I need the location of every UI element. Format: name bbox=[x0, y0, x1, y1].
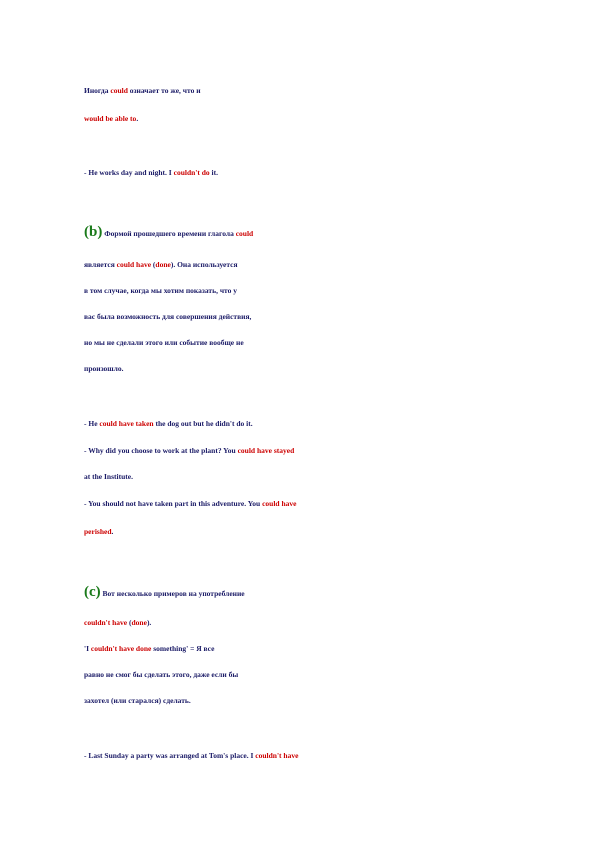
highlight-text: couldn't do bbox=[173, 168, 210, 177]
text: Иногда bbox=[84, 86, 111, 95]
intro-line-1 bbox=[84, 87, 201, 95]
highlight-text: would be able to bbox=[84, 114, 137, 123]
text: Формой прошедшего времени глагола bbox=[102, 229, 236, 238]
section-c-line-5: захотел (или старался) сделать. bbox=[84, 696, 191, 705]
section-c-line-2 bbox=[84, 619, 151, 627]
text: ). bbox=[146, 618, 152, 627]
highlight-text: could bbox=[110, 86, 128, 95]
text: . bbox=[136, 114, 139, 123]
highlight-text: couldn't have bbox=[84, 618, 128, 627]
text: the dog out but he didn't do it. bbox=[153, 419, 253, 428]
highlight-text: perished bbox=[84, 527, 112, 536]
section-b-example-1 bbox=[84, 420, 253, 428]
highlight-text: could have bbox=[116, 260, 152, 269]
text: - Last Sunday a party was arranged at Tom's place. I bbox=[84, 751, 256, 760]
section-b-example-2 bbox=[84, 447, 294, 455]
text: означает то же, что и bbox=[127, 86, 201, 95]
section-b-line-3: в том случае, когда мы хотим показать, что у bbox=[84, 286, 238, 295]
highlight-text: could have bbox=[262, 499, 297, 508]
highlight-text: done bbox=[155, 260, 171, 269]
text: ( bbox=[151, 260, 156, 269]
text: . bbox=[111, 527, 114, 536]
example-line bbox=[84, 169, 218, 177]
highlight-text: could bbox=[235, 229, 254, 238]
section-marker: (c) bbox=[84, 584, 101, 600]
text: ). Она используется bbox=[170, 260, 238, 269]
highlight-text: could have stayed bbox=[237, 446, 295, 455]
text: Вот несколько примеров на употребление bbox=[100, 589, 245, 598]
text: является bbox=[84, 260, 117, 269]
section-b-line-5: но мы не сделали этого или событие вообще не bbox=[84, 338, 244, 347]
section-c-heading bbox=[84, 585, 245, 600]
text: - Why did you choose to work at the plant? You bbox=[84, 446, 238, 455]
section-b-example-3 bbox=[84, 500, 296, 508]
highlight-text: couldn't have bbox=[255, 751, 299, 760]
highlight-text: couldn't have done bbox=[90, 644, 152, 653]
section-c-example-1 bbox=[84, 752, 298, 760]
text: - He works day and night. I bbox=[84, 168, 174, 177]
section-b-line-2 bbox=[84, 261, 238, 269]
text: - He bbox=[84, 419, 100, 428]
intro-line-2 bbox=[84, 115, 138, 123]
section-c-line-4: равно не смог бы сделать этого, даже если бы bbox=[84, 670, 239, 679]
section-b-line-6: произошло. bbox=[84, 364, 124, 373]
section-c-line-3 bbox=[84, 645, 214, 653]
section-marker: (b) bbox=[84, 224, 103, 240]
text: - You should not have taken part in this adventure. You bbox=[84, 499, 263, 508]
text: ( bbox=[127, 618, 132, 627]
highlight-text: could have taken bbox=[99, 419, 154, 428]
section-b-example-2-cont: at the Institute. bbox=[84, 472, 133, 481]
section-b-heading bbox=[84, 225, 253, 240]
section-b-line-4: вас была возможность для совершения действия, bbox=[84, 312, 252, 321]
highlight-text: done bbox=[131, 618, 147, 627]
text: something' = Я все bbox=[151, 644, 215, 653]
section-b-example-3-cont bbox=[84, 528, 113, 536]
text: it. bbox=[209, 168, 219, 177]
text: 'I bbox=[84, 644, 91, 653]
